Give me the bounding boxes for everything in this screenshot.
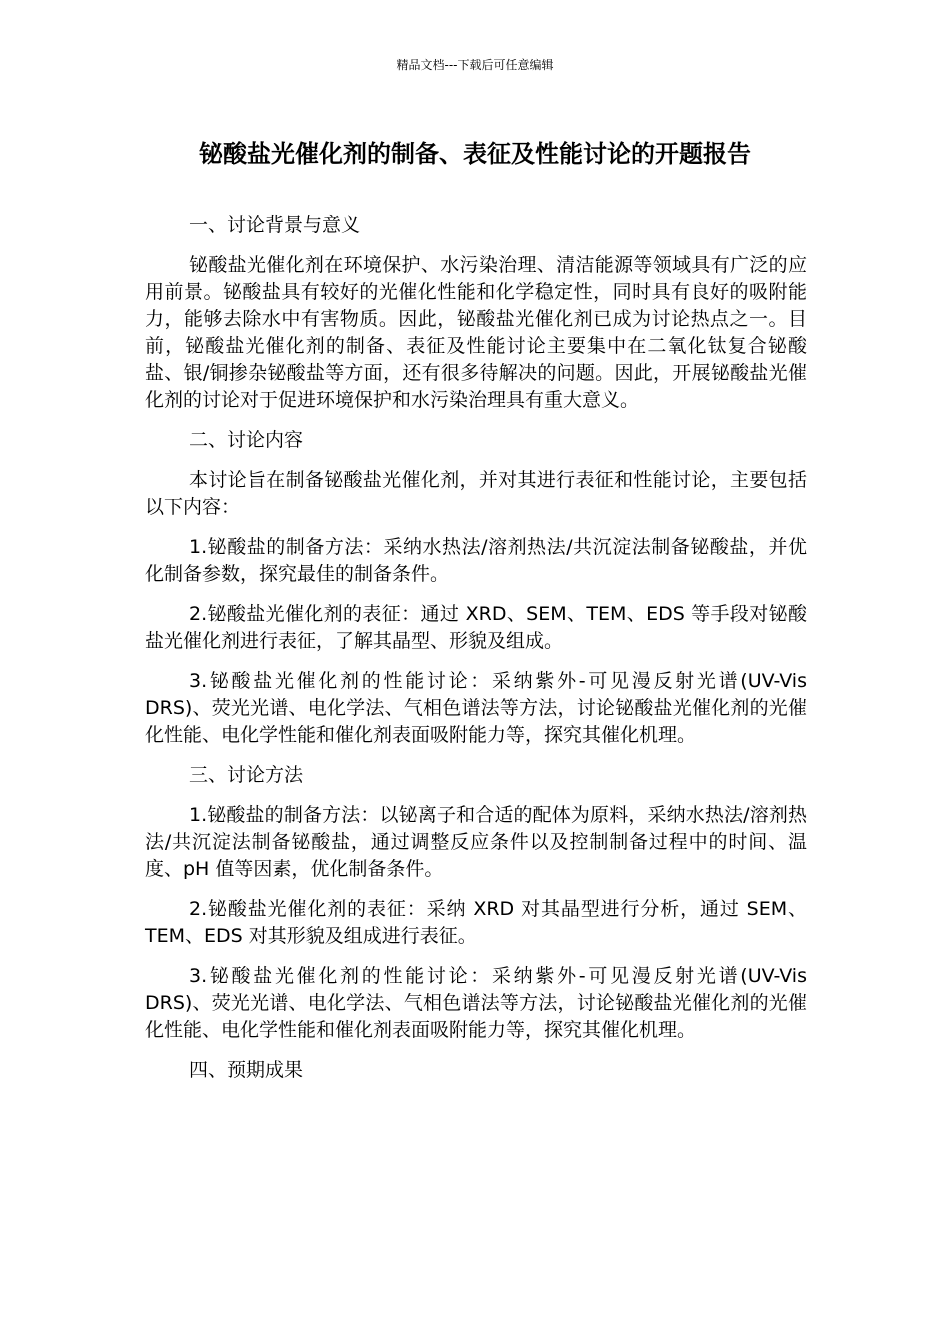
document-title: 铋酸盐光催化剂的制备、表征及性能讨论的开题报告 [199, 140, 751, 168]
paragraph-content-item-2: 2.铋酸盐光催化剂的表征：通过 XRD、SEM、TEM、EDS 等手段对铋酸盐光催化剂进行表征，了解其晶型、形貌及组成。 [145, 603, 807, 652]
paragraph-methods-item-1: 1.铋酸盐的制备方法：以铋离子和合适的配体为原料，采纳水热法/溶剂热法/共沉淀法制备铋酸盐，通过调整反应条件以及控制制备过程中的时间、温度、pH 值等因素，优化制备条件。 [145, 804, 807, 880]
paragraph-content-intro: 本讨论旨在制备铋酸盐光催化剂，并对其进行表征和性能讨论，主要包括以下内容： [145, 469, 807, 518]
section-heading-background: 一、讨论背景与意义 [189, 214, 361, 236]
paragraph-content-item-3: 3.铋酸盐光催化剂的性能讨论：采纳紫外-可见漫反射光谱(UV-Vis DRS)、荧光光谱、电化学法、气相色谱法等方法，讨论铋酸盐光催化剂的光催化性能、电化学性能和催化剂表面吸附能力等，探究其催化机理。 [145, 670, 807, 746]
paragraph-methods-item-2: 2.铋酸盐光催化剂的表征：采纳 XRD 对其晶型进行分析，通过 SEM、TEM、EDS 对其形貌及组成进行表征。 [145, 898, 807, 947]
paragraph-methods-item-3: 3.铋酸盐光催化剂的性能讨论：采纳紫外-可见漫反射光谱(UV-Vis DRS)、荧光光谱、电化学法、气相色谱法等方法，讨论铋酸盐光催化剂的光催化性能、电化学性能和催化剂表面吸附能力等，探究其催化机理。 [145, 965, 807, 1041]
page-header-note: 精品文档---下载后可任意编辑 [396, 58, 554, 72]
document-body [145, 212, 807, 1097]
paragraph-content-item-1: 1.铋酸盐的制备方法：采纳水热法/溶剂热法/共沉淀法制备铋酸盐，并优化制备参数，探究最佳的制备条件。 [145, 536, 807, 585]
section-heading-methods: 三、讨论方法 [189, 764, 304, 786]
section-heading-expected-results: 四、预期成果 [189, 1059, 304, 1081]
paragraph-background: 铋酸盐光催化剂在环境保护、水污染治理、清洁能源等领域具有广泛的应用前景。铋酸盐具有较好的光催化性能和化学稳定性，同时具有良好的吸附能力，能够去除水中有害物质。因此，铋酸盐光催化剂已成为讨论热点之一。目前，铋酸盐光催化剂的制备、表征及性能讨论主要集中在二氧化钛复合铋酸盐、银/铜掺杂铋酸盐等方面，还有很多待解决的问题。因此，开展铋酸盐光催化剂的讨论对于促进环境保护和水污染治理具有重大意义。 [145, 254, 807, 411]
section-heading-content: 二、讨论内容 [189, 429, 304, 451]
